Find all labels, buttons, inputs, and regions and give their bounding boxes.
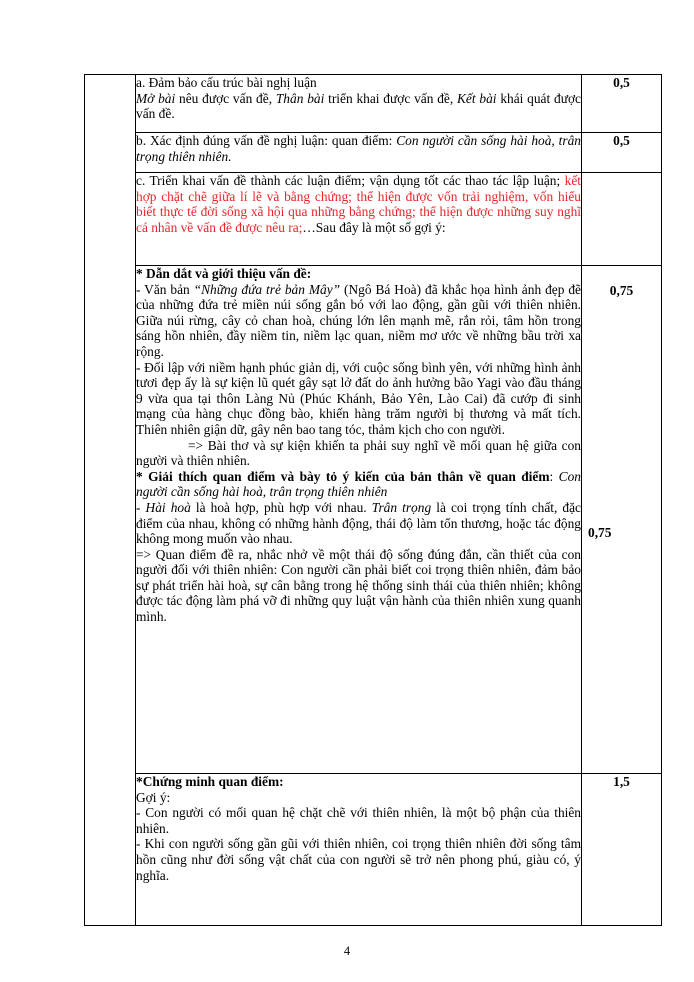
criterion-prove — [136, 774, 582, 926]
page-number: 4 — [343, 944, 351, 958]
criterion-structure — [136, 75, 582, 133]
row-develop — [85, 173, 662, 266]
score-explain: 0,75 — [588, 525, 612, 540]
highlighted-requirement: kết hợp chặt chẽ giữa lí lẽ và bằng chứng; thể hiện được vốn trải nghiệm, vốn hiểu biết thực tế đời sống xã hội qua những bằng chứng; thể hiện được những suy nghĩ cá nhân về vấn đề được nêu ra; — [136, 173, 581, 235]
heading-prove: *Chứng minh quan điểm: — [136, 774, 284, 789]
paragraph-definition: - Hài hoà là hoà hợp, phù hợp với nhau. Trân trọng là coi trọng tính chất, đặc điểm của nhau, không có những hành động, thái độ làm tổn thương, hoặc tác động không mong muốn vào nhau. — [136, 499, 582, 547]
row-prove — [85, 774, 662, 926]
row-issue — [85, 133, 662, 173]
first-column-cell — [85, 75, 136, 926]
rubric-table — [84, 74, 662, 926]
score-issue: 0,5 — [582, 133, 662, 173]
criterion-intro-explain — [136, 266, 582, 774]
score-intro-explain-cell — [582, 266, 662, 774]
paragraph-intro: - Văn bản “Những đứa trẻ bản Mây” (Ngô Bá Hoà) đã khắc họa hình ảnh đẹp đẽ của những đứa trẻ miền núi sống gắn bó với lao động, gần gũi với thiên nhiên. Giữa núi rừng, cây cỏ chan hoà, chúng lớn lên mạnh mẽ, rắn rỏi, tâm hồn trong sáng hồn nhiên, đầy niềm tin, niềm lạc quan, niềm mơ ước về những bầu trời xa rộng. — [136, 281, 581, 359]
score-structure: 0,5 — [582, 75, 662, 133]
criterion-develop: c. Triển khai vấn đề thành các luận điểm; vận dụng tốt các thao tác lập luận; kết hợp chặt chẽ giữa lí lẽ và bằng chứng; thể hiện được vốn trải nghiệm, vốn hiểu biết thực tế đời sống xã hội qua những bằng chứng; thể hiện được những suy nghĩ cá nhân về vấn đề được nêu ra;…Sau đây là một số gợi ý: — [136, 173, 582, 266]
row-intro-explain — [85, 266, 662, 774]
criterion-structure-title: a. Đảm bảo cấu trúc bài nghị luận — [136, 75, 317, 90]
paragraph-viewpoint: => Quan điểm đề ra, nhắc nhở về một thái độ sống đúng đắn, cần thiết của con người đối với thiên nhiên: Con người cần phải biết coi trọng thiên nhiên, đảm bảo sự phát triển hài hoà, sự cân bằng trong hệ thống sinh thái của thiên nhiên; không được tác động làm phá vỡ đi những quy luật vận hành của thiên nhiên xung quanh mình. — [136, 546, 581, 625]
paragraph-conclusion-intro: => Bài thơ và sự kiện khiến ta phải suy nghĩ về mối quan hệ giữa con người và thiên nhiên. — [136, 437, 581, 469]
paragraph-contrast: - Đối lập với niềm hạnh phúc giản dị, với cuộc sống bình yên, với những hình ảnh tươi đẹp ấy là sự kiện lũ quét gây sạt lở đất do ảnh hưởng bão Yagi vào đầu tháng 9 vừa qua tại thôn Làng Nủ (Phúc Khánh, Bảo Yên, Lào Cai) đã cướp đi sinh mạng của hàng chục đồng bào, khiến hàng trăm người bị thương và mất tích. Thiên nhiên giận dữ, gây nên bao tang tóc, thảm kịch cho con người. — [136, 359, 581, 437]
score-develop-empty — [582, 173, 662, 266]
heading-intro: * Dẫn dắt và giới thiệu vấn đề: — [136, 266, 312, 281]
hint-benefit: - Khi con người sống gần gũi với thiên nhiên, coi trọng thiên nhiên đời sống tâm hồn cũng như đời sống vật chất của con người sẽ trở nên phong phú, giàu có, ý nghĩa. — [136, 836, 581, 883]
hint-relationship: - Con người có mối quan hệ chặt chẽ với thiên nhiên, là một bộ phận của thiên nhiên. — [136, 805, 581, 836]
hint-label: Gợi ý: — [136, 789, 171, 805]
heading-explain: * Giải thích quan điểm và bày tỏ ý kiến của bản thân về quan điểm: Con người cần sống hài hoà, trân trọng thiên nhiên — [136, 468, 581, 500]
criterion-issue: b. Xác định đúng vấn đề nghị luận: quan điểm: Con người cần sống hài hoà, trân trọng thiên nhiên. — [136, 133, 582, 173]
row-structure — [85, 75, 662, 133]
score-intro: 0,75 — [609, 283, 634, 298]
score-prove: 1,5 — [582, 774, 662, 926]
criterion-structure-detail: Mở bài nêu được vấn đề, Thân bài triển khai được vấn đề, Kết bài khái quát được vấn đề. — [136, 90, 581, 122]
